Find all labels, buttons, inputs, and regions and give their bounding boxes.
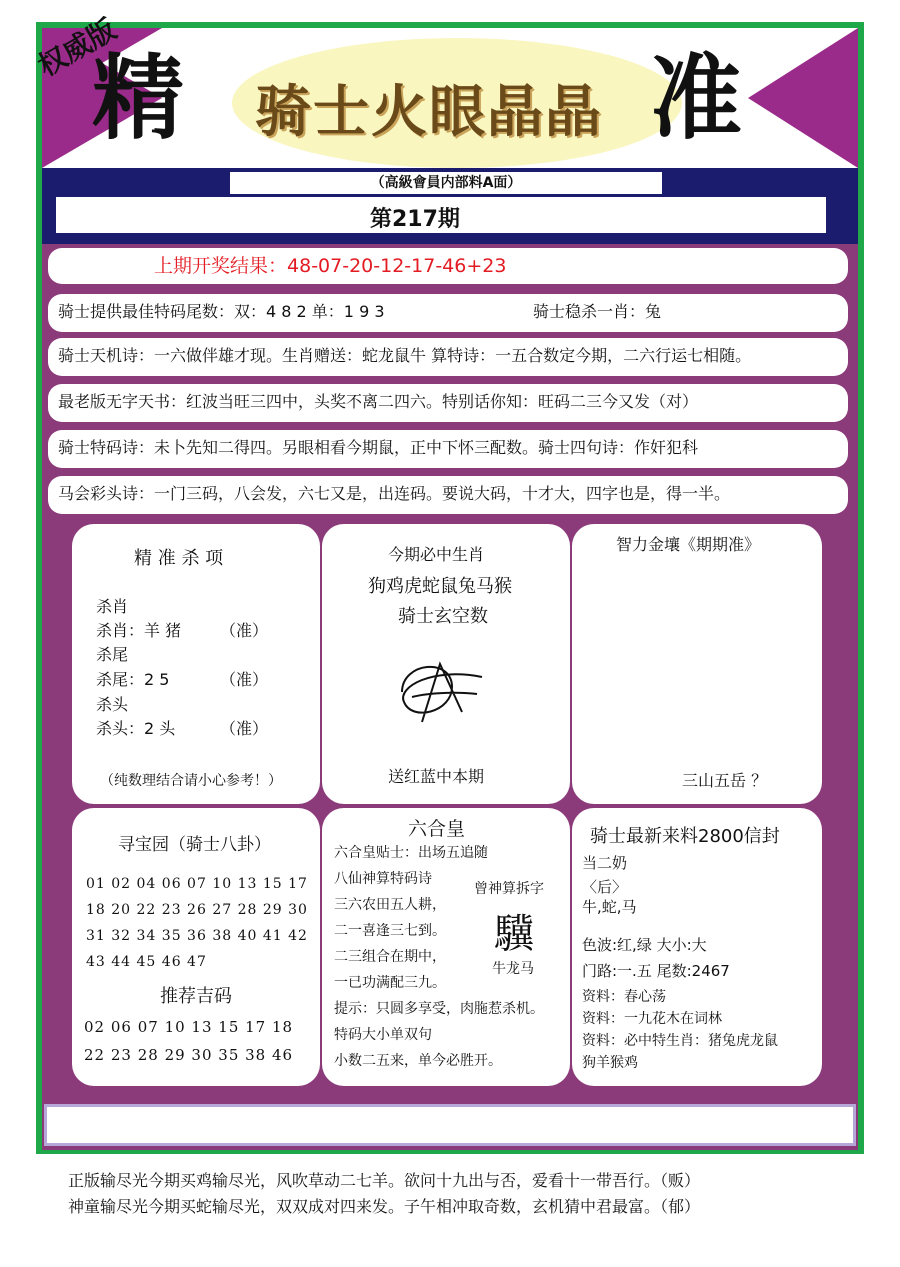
lhh-line-8: 特码大小单双句 [334, 1027, 432, 1043]
badge-text: 权威版 [32, 12, 122, 83]
latest-line-9: 资料：必中特生肖：猪兔虎龙鼠 [582, 1033, 778, 1049]
last-result-row [48, 248, 848, 284]
poem-2: 最老版无字天书：红波当旺三四中，头奖不离二四六。特别话你知：旺码二三今又发（对） [58, 392, 699, 411]
kill-line-2-tag: （准） [220, 621, 269, 640]
treasure-nums-4: 43 44 45 46 47 [86, 954, 207, 970]
zhili-bottom: 三山五岳 ？ [682, 771, 768, 790]
treasure-nums-1: 01 02 04 06 07 10 13 15 17 [86, 876, 308, 892]
lhh-line-6: 一已功满配三九。 [334, 975, 446, 991]
latest-panel [572, 808, 822, 1086]
kill-note: （纯数理结合请小心参考！） [100, 773, 282, 789]
treasure-panel [72, 808, 320, 1086]
latest-line-1: 当二奶 [582, 854, 628, 872]
last-result-value: 48-07-20-12-17-46+23 [287, 255, 507, 277]
subtitle: （高級會員内部料A面） [230, 172, 662, 194]
must-line-1: 今期必中生肖 [388, 545, 485, 564]
latest-line-10: 狗羊猴鸡 [582, 1055, 638, 1071]
latest-line-8: 资料：一九花木在词林 [582, 1011, 722, 1027]
lhh-line-9: 小数二五来，单今必胜开。 [334, 1053, 502, 1069]
kill-line-5: 杀头 [96, 695, 129, 714]
treasure-title: 寻宝园（骑士八卦） [118, 835, 271, 855]
right-triangle-decoration [748, 28, 858, 168]
kill-line-2: 杀肖：羊 猪 [96, 621, 182, 640]
kill-line-6-tag: （准） [220, 719, 269, 738]
footer-line-1: 正版输尽光今期买鸡输尽光，风吹草动二七羊。欲问十九出与否，爱看十一带吾行。（贩） [68, 1171, 701, 1190]
kill-line-4-tag: （准） [220, 670, 269, 689]
latest-line-2: 〈后〉 [582, 878, 628, 896]
tail-left: 骑士提供最佳特码尾数：双：4 8 2 单：1 9 3 [58, 302, 385, 321]
must-bottom: 送红蓝中本期 [388, 767, 485, 786]
kill-title: 精 准 杀 项 [134, 548, 224, 569]
right-big-char: 准 [650, 44, 743, 152]
latest-line-3: 牛,蛇,马 [582, 898, 637, 916]
poem-row-1 [48, 338, 848, 376]
lhh-line-2: 八仙神算特码诗 [334, 871, 432, 887]
issue-number: 第217期 [370, 207, 460, 232]
kill-line-4: 杀尾：2 5 [96, 670, 170, 689]
footer-line-2: 神童输尽光今期买蛇输尽光，双双成对四来发。子午相冲取奇数，玄机猜中君最富。（郁） [68, 1197, 701, 1216]
lhh-side-bottom: 牛龙马 [492, 961, 534, 977]
recommend-title: 推荐吉码 [160, 986, 232, 1007]
poem-1: 骑士天机诗：一六做伴雄才现。生肖赠送：蛇龙鼠牛 算特诗：一五合数定今期，二六行运七相随。 [58, 346, 752, 365]
latest-line-7: 资料：春心荡 [582, 989, 666, 1005]
treasure-nums-3: 31 32 34 35 36 38 40 41 42 [86, 928, 308, 944]
tail-row [48, 294, 848, 332]
poem-row-3 [48, 430, 848, 468]
bottom-blank-bar [44, 1104, 856, 1146]
lhh-title: 六合皇 [408, 818, 466, 840]
kill-panel [72, 524, 320, 804]
must-line-2: 狗鸡虎蛇鼠兔马猴 [368, 576, 512, 597]
left-big-char: 精 [92, 44, 185, 152]
kill-line-6: 杀头：2 头 [96, 719, 176, 738]
recommend-nums-2: 22 23 28 29 30 35 38 46 [84, 1046, 294, 1064]
signature-scribble [392, 652, 492, 732]
lhh-big-char: 驥 [494, 911, 534, 957]
last-result-label: 上期开奖结果： [154, 255, 288, 277]
poem-4: 马会彩头诗：一门三码，八会发，六七又是，出连码。要说大码，十才大，四字也是，得一半。 [58, 484, 731, 503]
treasure-nums-2: 18 20 22 23 26 27 28 29 30 [86, 902, 308, 918]
latest-line-5: 色波:红,绿 大小:大 [582, 936, 707, 954]
lhh-line-4: 二一喜逢三七到。 [334, 923, 446, 939]
must-line-3: 骑士玄空数 [398, 606, 488, 627]
lhh-panel [322, 808, 570, 1086]
recommend-nums-1: 02 06 07 10 13 15 17 18 [84, 1018, 294, 1036]
kill-line-3: 杀尾 [96, 645, 129, 664]
must-panel [322, 524, 570, 804]
lhh-line-7: 提示：只圆多享受，肉胣惹杀机。 [334, 1001, 544, 1017]
latest-line-6: 门路:一.五 尾数:2467 [582, 962, 730, 980]
lhh-side-title: 曾神算拆字 [474, 881, 544, 897]
lhh-line-1: 六合皇贴士：出场五追随 [334, 845, 488, 861]
lhh-line-5: 二三组合在期中， [334, 949, 446, 965]
latest-title: 骑士最新来料2800信封 [590, 826, 780, 847]
poem-3: 骑士特码诗：未卜先知二得四。另眼相看今期鼠，正中下怀三配数。骑士四句诗：作奸犯科 [58, 438, 699, 457]
brand-title: 骑士火眼晶晶 [255, 79, 603, 145]
zhili-panel [572, 524, 822, 804]
tail-right: 骑士稳杀一肖：兔 [533, 302, 662, 321]
zhili-title: 智力金壤《期期准》 [616, 535, 761, 554]
poem-row-2 [48, 384, 848, 422]
lhh-line-3: 三六农田五人耕， [334, 897, 446, 913]
kill-line-1: 杀肖 [96, 597, 129, 616]
poem-row-4 [48, 476, 848, 514]
